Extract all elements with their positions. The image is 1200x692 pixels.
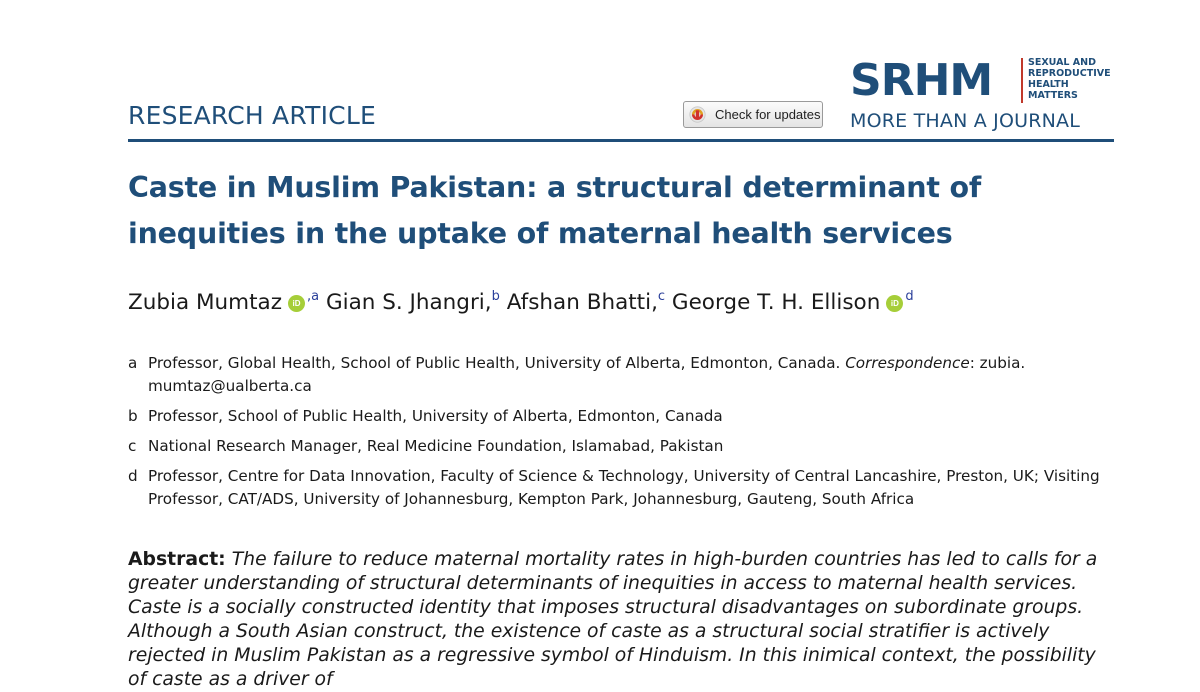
abstract-text: The failure to reduce maternal mortality rates in high-burden countries has led to calls for a greater understanding of structural determinants of inequities in access to maternal health services. Caste is a socially constructed identity that imposes structural disadvantages on subordinate groups. Although a South Asian construct, the existence of caste as a structural social stratifier is actively rejected in Muslim Pakistan as a regressive symbol of Hinduism. In this inimical context, the possibility of caste as a driver of (128, 549, 1098, 690)
author-name[interactable]: Afshan Bhatti, (506, 290, 658, 315)
author-affiliation-marker: b (491, 289, 500, 304)
affiliation-item (128, 405, 1108, 428)
affiliation-text: Professor, School of Public Health, University of Alberta, Edmonton, Canada (148, 407, 723, 425)
abstract (128, 548, 1108, 692)
affiliation-text: National Research Manager, Real Medicine Foundation, Islamabad, Pakistan (148, 437, 724, 455)
affiliation-key: c (128, 437, 137, 455)
author-affiliation-marker: d (905, 289, 914, 304)
correspondence-email[interactable]: : zubia. mumtaz@ualberta.ca (148, 354, 1026, 395)
abstract-label: Abstract: (128, 549, 226, 570)
affiliation-item (128, 465, 1108, 511)
brand-divider (1021, 58, 1023, 103)
affiliation-list (128, 352, 1108, 518)
author-affiliation-marker: c (657, 289, 666, 304)
affiliation-key: b (128, 407, 138, 425)
author-name[interactable]: Gian S. Jhangri, (325, 290, 492, 315)
author-list (128, 289, 1128, 315)
orcid-icon[interactable]: iD (886, 295, 903, 312)
journal-logo: SRHM (850, 55, 993, 106)
affiliation-text (148, 352, 1108, 398)
journal-tagline: MORE THAN A JOURNAL (850, 110, 1081, 132)
affiliation-key: d (128, 467, 138, 485)
header-divider (128, 139, 1114, 142)
check-for-updates-label: Check for updates (715, 107, 821, 122)
affiliation-key: a (128, 354, 138, 372)
affiliation-item (128, 435, 1108, 458)
author-affiliation-marker: ,a (307, 289, 320, 304)
affiliation-text-main: Professor, Global Health, School of Public Health, University of Alberta, Edmonton, Canada. (148, 354, 846, 372)
section-label: RESEARCH ARTICLE (128, 101, 376, 130)
check-for-updates-button[interactable] (683, 101, 823, 128)
affiliation-text: Professor, Centre for Data Innovation, Faculty of Science & Technology, University of Central Lancashire, Preston, UK; Visiting Professor, CAT/ADS, University of Johannesburg, Kempton Park, Johannesburg, Gauteng, South Africa (148, 467, 1100, 508)
affiliation-item (128, 352, 1108, 398)
crossmark-icon (689, 106, 706, 123)
author-name[interactable]: Zubia Mumtaz (128, 290, 282, 315)
article-title: Caste in Muslim Pakistan: a structural determinant of inequities in the uptake of maternal health services (128, 171, 982, 250)
journal-subtitle: SEXUAL AND REPRODUCTIVE HEALTH MATTERS (1028, 57, 1111, 101)
correspondence-label: Correspondence (845, 354, 970, 372)
orcid-icon[interactable]: iD (288, 295, 305, 312)
author-name[interactable]: George T. H. Ellison (671, 290, 881, 315)
